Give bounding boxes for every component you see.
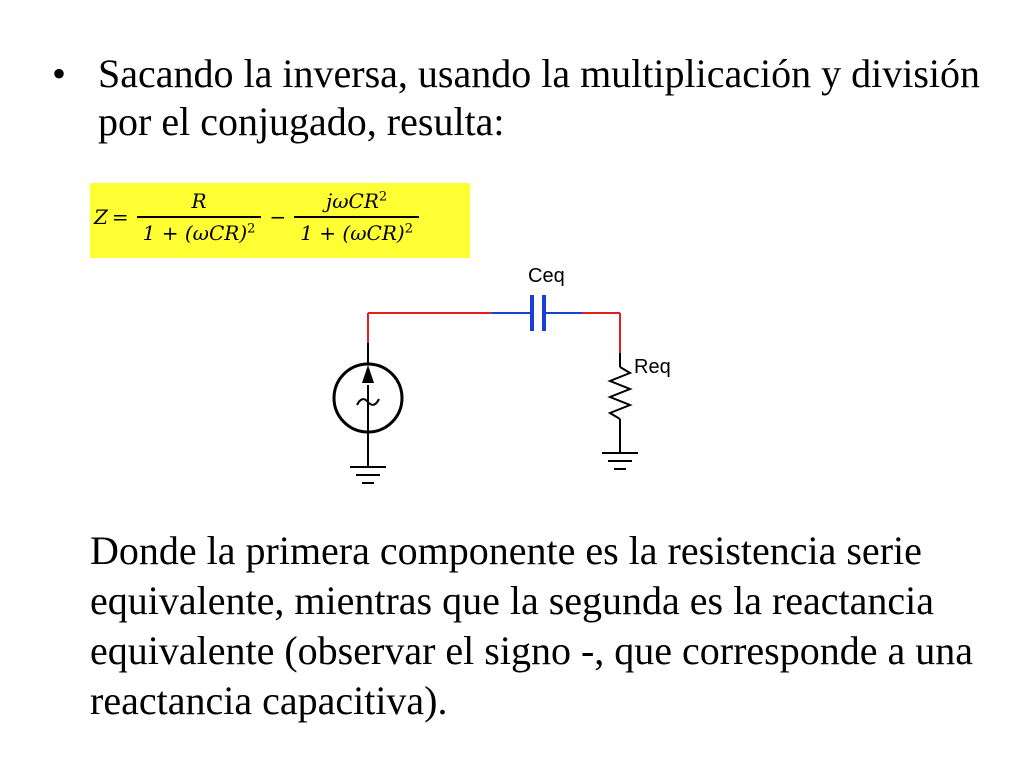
formula-equals: =: [111, 205, 129, 229]
formula-minus: −: [269, 205, 287, 229]
impedance-formula: [90, 183, 470, 258]
ground-icon-left: [350, 467, 386, 483]
resistor-symbol: [610, 353, 630, 453]
ground-icon-right: [602, 453, 638, 469]
formula-lhs: Z: [94, 205, 108, 229]
bullet-item: [52, 50, 982, 146]
capacitor-symbol: [532, 295, 544, 331]
rc-circuit-diagram: [320, 255, 720, 495]
term2-numerator: jωCR$^2$: [326, 189, 388, 213]
term1-denominator: $1 + (\omega CR)^2$: [137, 216, 262, 245]
ac-source-icon: [334, 343, 402, 467]
resistor-label: Req: [634, 356, 671, 378]
term2-denominator: $1 + (\omega CR)^2$: [294, 216, 419, 245]
capacitor-label: Ceq: [528, 265, 565, 287]
explanation-paragraph: Donde la primera componente es la resistencia serie equivalente, mientras que la segunda es la reactancia equivalente (observar el signo -, que corresponde a una reactancia capacitiva).: [90, 528, 973, 723]
bullet-text: Sacando la inversa, usando la multiplicación y división por el conjugado, resulta:: [98, 51, 981, 144]
term1-numerator: R: [191, 189, 207, 213]
formula-term1: [137, 189, 262, 245]
formula-term2: [294, 189, 419, 245]
bullet-marker: •: [52, 51, 67, 96]
